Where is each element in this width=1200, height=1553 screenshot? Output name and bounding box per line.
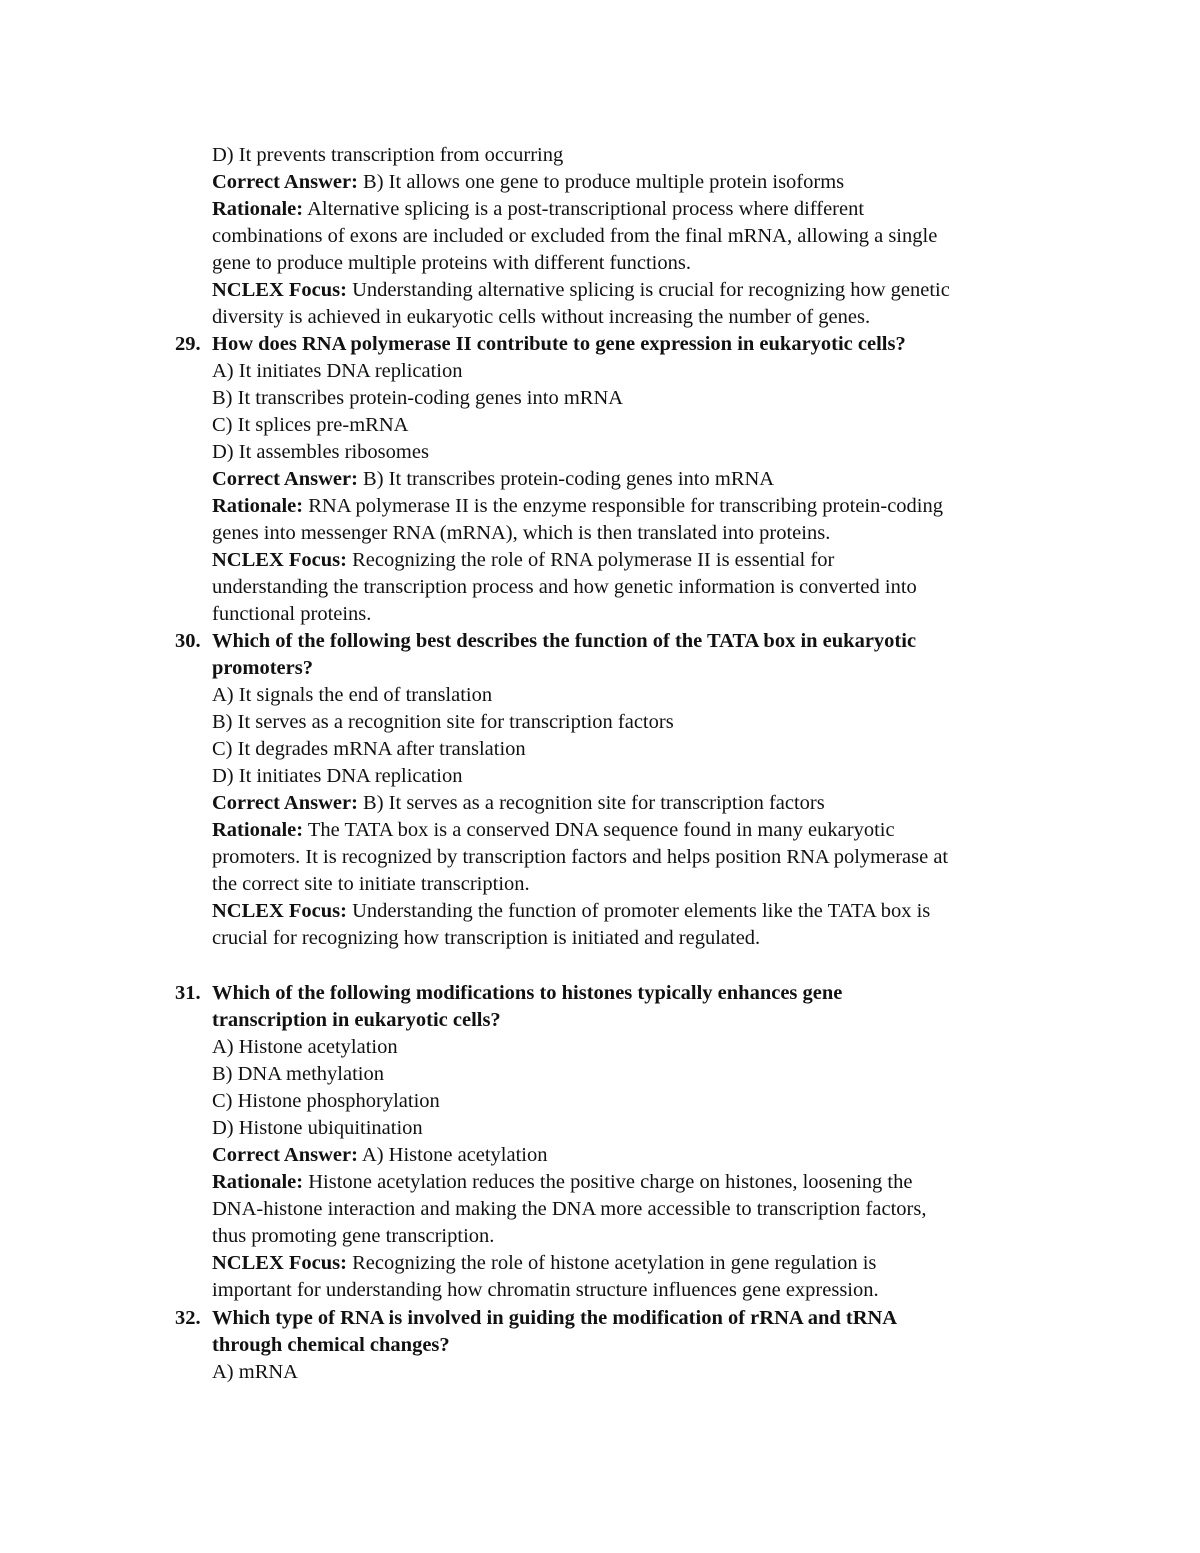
rationale-label: Rationale: xyxy=(212,495,304,517)
q31-option-b: B) DNA methylation xyxy=(212,1063,384,1085)
nclex-label: NCLEX Focus: xyxy=(212,1252,347,1274)
q29-nclex-line: understanding the transcription process and how genetic information is converted into xyxy=(212,576,917,598)
correct-answer-text: B) It serves as a recognition site for transcription factors xyxy=(357,792,825,814)
rationale-text: RNA polymerase II is the enzyme responsible for transcribing protein-coding xyxy=(303,495,943,517)
q28-rationale-line: gene to produce multiple proteins with different functions. xyxy=(212,252,691,274)
nclex-label: NCLEX Focus: xyxy=(212,279,347,301)
correct-answer-text: A) Histone acetylation xyxy=(357,1144,548,1166)
q30-rationale-line: the correct site to initiate transcription. xyxy=(212,873,530,895)
q28-rationale xyxy=(212,196,864,222)
q30-rationale-line: promoters. It is recognized by transcription factors and helps position RNA polymerase at xyxy=(212,846,949,868)
q29-number: 29. xyxy=(175,333,201,355)
q31-rationale xyxy=(212,1169,912,1195)
rationale-label: Rationale: xyxy=(212,198,304,220)
correct-answer-label: Correct Answer: xyxy=(212,1144,358,1166)
correct-answer-label: Correct Answer: xyxy=(212,468,358,490)
q28-nclex-line: diversity is achieved in eukaryotic cells without increasing the number of genes. xyxy=(212,306,871,328)
q30-nclex-line: crucial for recognizing how transcription is initiated and regulated. xyxy=(212,927,761,949)
q30-option-b: B) It serves as a recognition site for transcription factors xyxy=(212,711,674,733)
q31-number: 31. xyxy=(175,982,201,1004)
q29-rationale xyxy=(212,493,943,519)
q31-nclex-line: important for understanding how chromatin structure influences gene expression. xyxy=(212,1279,879,1301)
q30-nclex-focus xyxy=(212,898,930,924)
q32-number: 32. xyxy=(175,1307,201,1329)
q30-option-c: C) It degrades mRNA after translation xyxy=(212,738,526,760)
q31-question-line: transcription in eukaryotic cells? xyxy=(212,1009,501,1031)
q29-option-c: C) It splices pre-mRNA xyxy=(212,414,409,436)
q29-option-d: D) It assembles ribosomes xyxy=(212,441,429,463)
q31-nclex-focus xyxy=(212,1250,876,1276)
q31-option-d: D) Histone ubiquitination xyxy=(212,1117,423,1139)
q30-question-line: promoters? xyxy=(212,657,313,679)
q30-option-a: A) It signals the end of translation xyxy=(212,684,493,706)
q28-correct-answer xyxy=(212,169,844,195)
correct-answer-label: Correct Answer: xyxy=(212,792,358,814)
q28-nclex-focus xyxy=(212,277,950,303)
q29-correct-answer xyxy=(212,466,774,492)
q31-rationale-line: DNA-histone interaction and making the DNA more accessible to transcription factors, xyxy=(212,1198,927,1220)
correct-answer-text: B) It allows one gene to produce multiple protein isoforms xyxy=(357,171,845,193)
nclex-text: Understanding alternative splicing is crucial for recognizing how genetic xyxy=(346,279,950,301)
q30-number: 30. xyxy=(175,630,201,652)
rationale-label: Rationale: xyxy=(212,1171,304,1193)
correct-answer-label: Correct Answer: xyxy=(212,171,358,193)
q31-question: Which of the following modifications to histones typically enhances gene xyxy=(212,982,843,1004)
rationale-text: The TATA box is a conserved DNA sequence found in many eukaryotic xyxy=(303,819,895,841)
q28-rationale-line: combinations of exons are included or excluded from the final mRNA, allowing a single xyxy=(212,225,938,247)
rationale-text: Alternative splicing is a post-transcriptional process where different xyxy=(303,198,865,220)
q30-option-d: D) It initiates DNA replication xyxy=(212,765,463,787)
nclex-text: Recognizing the role of histone acetylation in gene regulation is xyxy=(346,1252,877,1274)
q29-nclex-focus xyxy=(212,547,834,573)
q30-rationale xyxy=(212,817,895,843)
q31-option-c: C) Histone phosphorylation xyxy=(212,1090,440,1112)
q29-nclex-line: functional proteins. xyxy=(212,603,372,625)
correct-answer-text: B) It transcribes protein-coding genes into mRNA xyxy=(357,468,775,490)
nclex-text: Understanding the function of promoter elements like the TATA box is xyxy=(346,900,931,922)
nclex-text: Recognizing the role of RNA polymerase II is essential for xyxy=(346,549,835,571)
rationale-label: Rationale: xyxy=(212,819,304,841)
q29-question: How does RNA polymerase II contribute to gene expression in eukaryotic cells? xyxy=(212,333,906,355)
q32-question-line: through chemical changes? xyxy=(212,1334,450,1356)
q29-option-a: A) It initiates DNA replication xyxy=(212,360,463,382)
q31-rationale-line: thus promoting gene transcription. xyxy=(212,1225,495,1247)
q29-option-b: B) It transcribes protein-coding genes into mRNA xyxy=(212,387,624,409)
q30-question: Which of the following best describes the function of the TATA box in eukaryotic xyxy=(212,630,917,652)
q32-option-a: A) mRNA xyxy=(212,1361,298,1383)
q31-correct-answer xyxy=(212,1142,548,1168)
nclex-label: NCLEX Focus: xyxy=(212,900,347,922)
rationale-text: Histone acetylation reduces the positive charge on histones, loosening the xyxy=(303,1171,913,1193)
q32-question: Which type of RNA is involved in guiding the modification of rRNA and tRNA xyxy=(212,1307,898,1329)
q30-correct-answer xyxy=(212,790,825,816)
nclex-label: NCLEX Focus: xyxy=(212,549,347,571)
q29-rationale-line: genes into messenger RNA (mRNA), which is then translated into proteins. xyxy=(212,522,831,544)
q31-option-a: A) Histone acetylation xyxy=(212,1036,398,1058)
q28-option-d: D) It prevents transcription from occurring xyxy=(212,144,564,166)
